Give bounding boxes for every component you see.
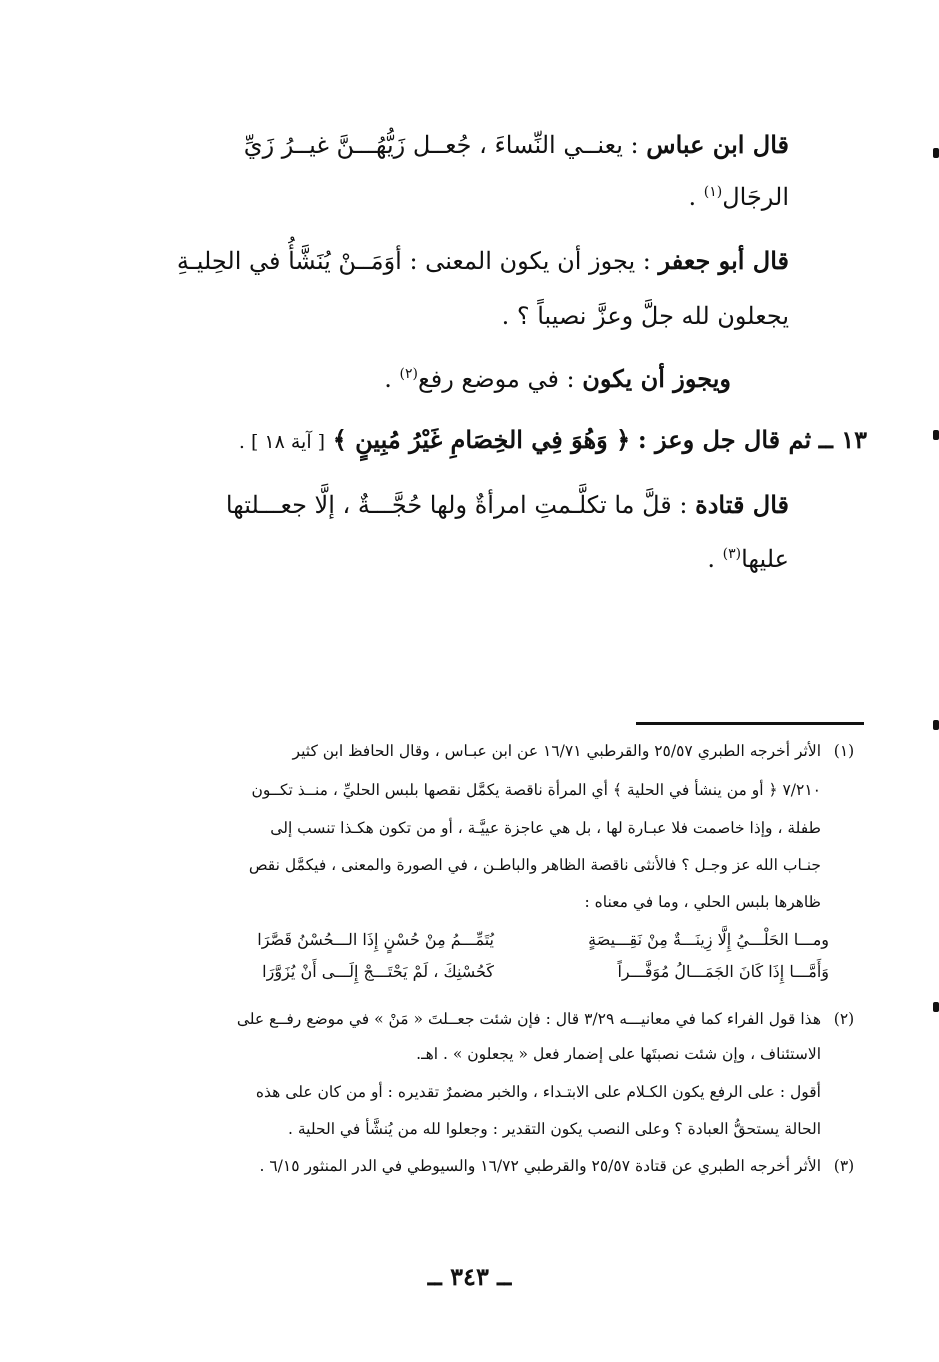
footnote-separator [636,722,864,725]
poem-hemistich: وَأَمَّـــا إِذَا كَانَ الجَمَـــالُ مُوَفَّـــراً [617,962,829,981]
paragraph-ibn-abbas [244,130,789,159]
paragraph-text: عليها [741,545,789,573]
footnote-2-line: الحالة يستحقُّ العبادة ؟ وعلى النصب يكون التقدير : وجعلوا لله من يُنشَّأ في الحلية . [288,1120,821,1138]
paragraph-qatada-cont [707,545,789,573]
scan-mark [933,430,939,440]
quran-verse: ﴿ وَهُوَ فِي الخِصَامِ غَيْرُ مُبِينٍ ﴾ [332,425,631,454]
speaker-abu-jafar: قال أبو جعفر [658,246,789,275]
footnote-2-line: هذا قول الفراء كما في معانيـــه ٣/٢٩ قال : فإن شئت جعــلتَ « مَنْ » في موضع رفــع على [236,1010,821,1028]
punctuation: . [688,183,704,211]
footnote-1-line: الأثر أخرجه الطبري ٢٥/٥٧ والقرطبي ١٦/٧١ عن ابن عبـاس ، وقال الحافظ ابن كثير [292,742,821,760]
footnote-2-line: الاستئناف ، وإن شئت نصبتَها على إضمار فعل « يجعلون » . اهـ. [416,1045,821,1063]
footnote-ref-1[interactable]: (١) [703,184,723,200]
footnote-number-1: (١) [833,742,855,760]
footnote-3-line: الأثر أخرجه الطبري عن قتادة ٢٥/٥٧ والقرطبي ١٦/٧٢ والسيوطي في الدر المنثور ٦/١٥ . [259,1157,821,1175]
paragraph-text: : يجوز أن يكون المعنى : أوَمَــنْ يُنَشَّأُ في الحِليـةِ [176,247,659,275]
speaker-qatada: قال قتادة [695,490,789,519]
poem-hemistich: يُتَمِّـــمُ مِنْ حُسْنٍ إِذَا الـــحُسْنُ قَصَّرَا [257,930,494,949]
speaker-ibn-abbas: قال ابن عباس [646,130,789,159]
paragraph-ibn-abbas-cont [688,183,789,211]
page-number: ــ ٣٤٣ ــ [427,1262,512,1291]
punctuation: . [384,365,400,393]
scan-mark [933,1002,939,1012]
item-lead: ثم قال جل وعز : [637,425,812,454]
footnote-1-line: ظاهرها بلبس الحلي ، وما في معناه : [584,893,821,911]
paragraph-text: : في موضع رفع [417,365,583,393]
paragraph-text: : يعنــي النِّساءَ ، جُعــل زَيُّهُـــنَّ غيــرُ زَيِّ [243,131,647,159]
footnote-1-line: جنـاب الله عز وجـل ؟ فالأنثى ناقصة الظاهر والباطـن ، في الصورة والمعنى ، فيكمَّل نقص [248,856,821,874]
poem-hemistich: كَحُسْنِكَ ، لَمْ يَحْتَـــجْ إِلَـــى أَنْ يُزَوَّرَا [262,962,494,981]
footnote-ref-2[interactable]: (٢) [399,366,418,382]
paragraph-rafa [384,364,731,393]
paragraph-abu-jafar-cont [502,302,789,330]
scan-mark [933,148,939,158]
paragraph-abu-jafar [177,246,789,275]
punctuation: . [707,545,723,573]
ayah-reference: [ آية ١٨ ] . [238,431,326,453]
footnote-number-3: (٣) [833,1157,855,1175]
paragraph-text: الرجَال [722,183,789,211]
footnote-1-line: ٧/٢١٠ ﴿ أو من ينشأ في الحلية ﴾ أي المرأة ناقصة يكمَّل نقصها بلبس الحليِّ ، منــذ تكــون [251,781,821,799]
footnote-ref-3[interactable]: (٣) [722,546,742,562]
item-number: ١٣ ــ [818,425,867,454]
paragraph-text: يجعلون لله جلَّ وعزَّ نصيباً ؟ . [501,302,789,330]
footnote-2-line: أقول : على الرفع يكون الكـلام على الابتـداء ، والخبر مضمرٌ تقديره : أو من كان على هذه [255,1083,821,1101]
poem-hemistich: ومـــا الحَلْـــيُ إِلَّا زِينَـــةٌ مِنْ نَقِـــيصَةٍ [588,930,829,949]
footnote-number-2: (٢) [833,1010,855,1028]
item-13 [239,425,867,454]
paragraph-qatada [226,490,789,519]
scan-mark [933,720,939,730]
footnote-1-line: طفلة ، وإذا خاصمت فلا عبـارة لها ، بل هي عاجزة عييَّـة ، أو من تكون هكـذا تنسب إلى [270,819,821,837]
speaker-label: ويجوز أن يكون [582,364,731,393]
paragraph-text: : قلَّ ما تكلَّـمتِ امرأةٌ ولها حُجَّـــةٌ ، إلَّا جعـــلتها [225,491,696,519]
